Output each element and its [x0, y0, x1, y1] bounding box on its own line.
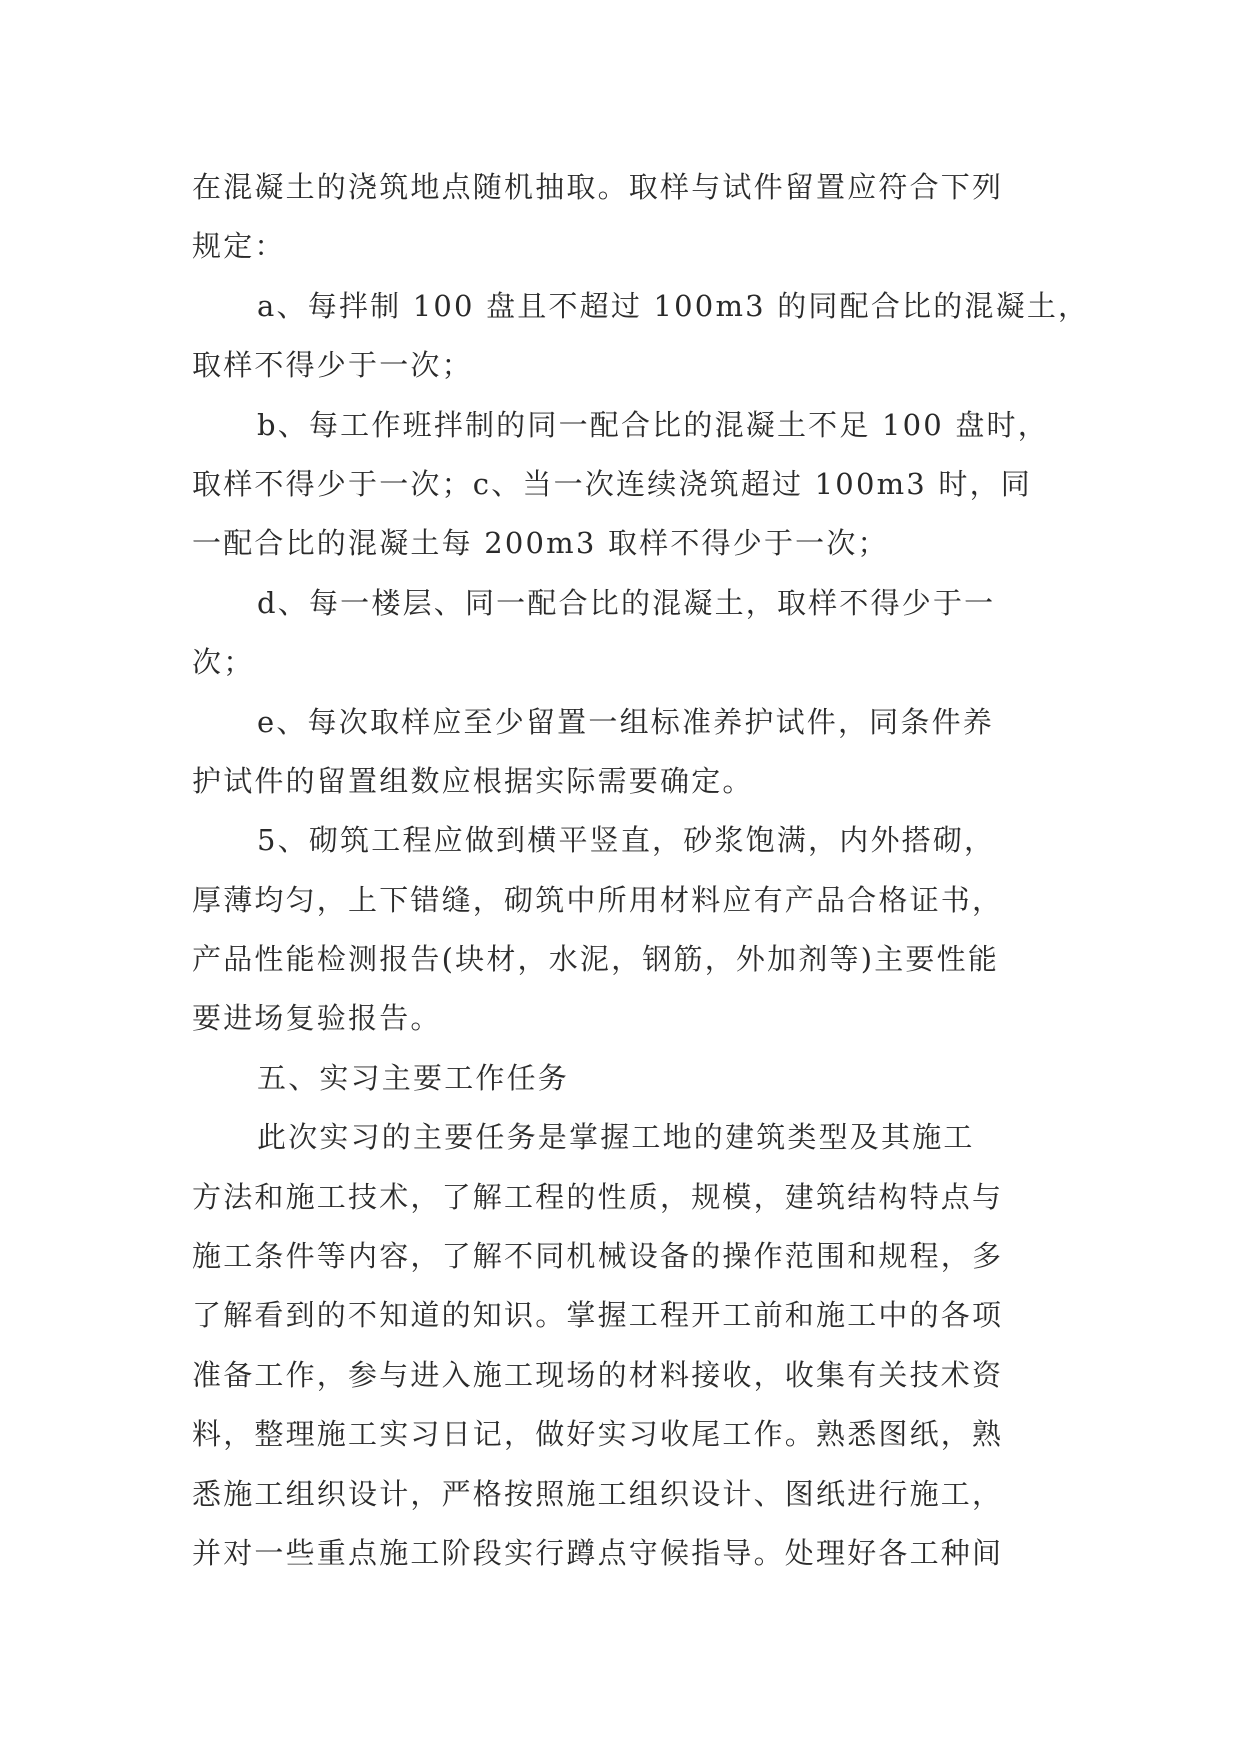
text-line: 取样不得少于一次；c、当一次连续浇筑超过 100m3 时，同	[192, 466, 1032, 501]
text-line: 准备工作，参与进入施工现场的材料接收，收集有关技术资	[192, 1357, 1004, 1392]
list-item-a: a、每拌制 100 盘且不超过 100m3 的同配合比的混凝土，	[257, 288, 1090, 323]
text-line: 产品性能检测报告(块材，水泥，钢筋，外加剂等)主要性能	[192, 942, 1000, 977]
list-item-d: d、每一楼层、同一配合比的混凝土，取样不得少于一	[257, 585, 996, 620]
list-item-5: 5、砌筑工程应做到横平竖直，砂浆饱满，内外搭砌，	[257, 823, 996, 858]
list-item-e: e、每次取样应至少留置一组标准养护试件，同条件养	[257, 704, 994, 739]
text-line: 一配合比的混凝土每 200m3 取样不得少于一次；	[192, 526, 889, 561]
paragraph-start: 此次实习的主要任务是掌握工地的建筑类型及其施工	[257, 1120, 975, 1155]
text-line: 施工条件等内容，了解不同机械设备的操作范围和规程，多	[192, 1239, 1004, 1274]
text-line: 护试件的留置组数应根据实际需要确定。	[192, 763, 754, 798]
text-line: 并对一些重点施工阶段实行蹲点守候指导。处理好各工种间	[192, 1535, 1004, 1570]
text-line: 规定：	[192, 229, 286, 264]
section-heading: 五、实习主要工作任务	[257, 1060, 570, 1095]
text-line: 方法和施工技术，了解工程的性质，规模，建筑结构特点与	[192, 1179, 1004, 1214]
text-line: 厚薄均匀，上下错缝，砌筑中所用材料应有产品合格证书，	[192, 882, 1004, 917]
body-text	[192, 158, 1090, 1583]
text-line: 要进场复验报告。	[192, 1001, 442, 1036]
text-line: 在混凝土的浇筑地点随机抽取。取样与试件留置应符合下列	[192, 170, 1004, 204]
list-item-b: b、每工作班拌制的同一配合比的混凝土不足 100 盘时，	[257, 407, 1049, 442]
text-line: 次；	[192, 645, 255, 680]
text-line: 料，整理施工实习日记，做好实习收尾工作。熟悉图纸，熟	[192, 1417, 1004, 1452]
text-line: 取样不得少于一次；	[192, 348, 473, 383]
text-line: 悉施工组织设计，严格按照施工组织设计、图纸进行施工，	[192, 1476, 1004, 1511]
text-line: 了解看到的不知道的知识。掌握工程开工前和施工中的各项	[192, 1298, 1004, 1333]
